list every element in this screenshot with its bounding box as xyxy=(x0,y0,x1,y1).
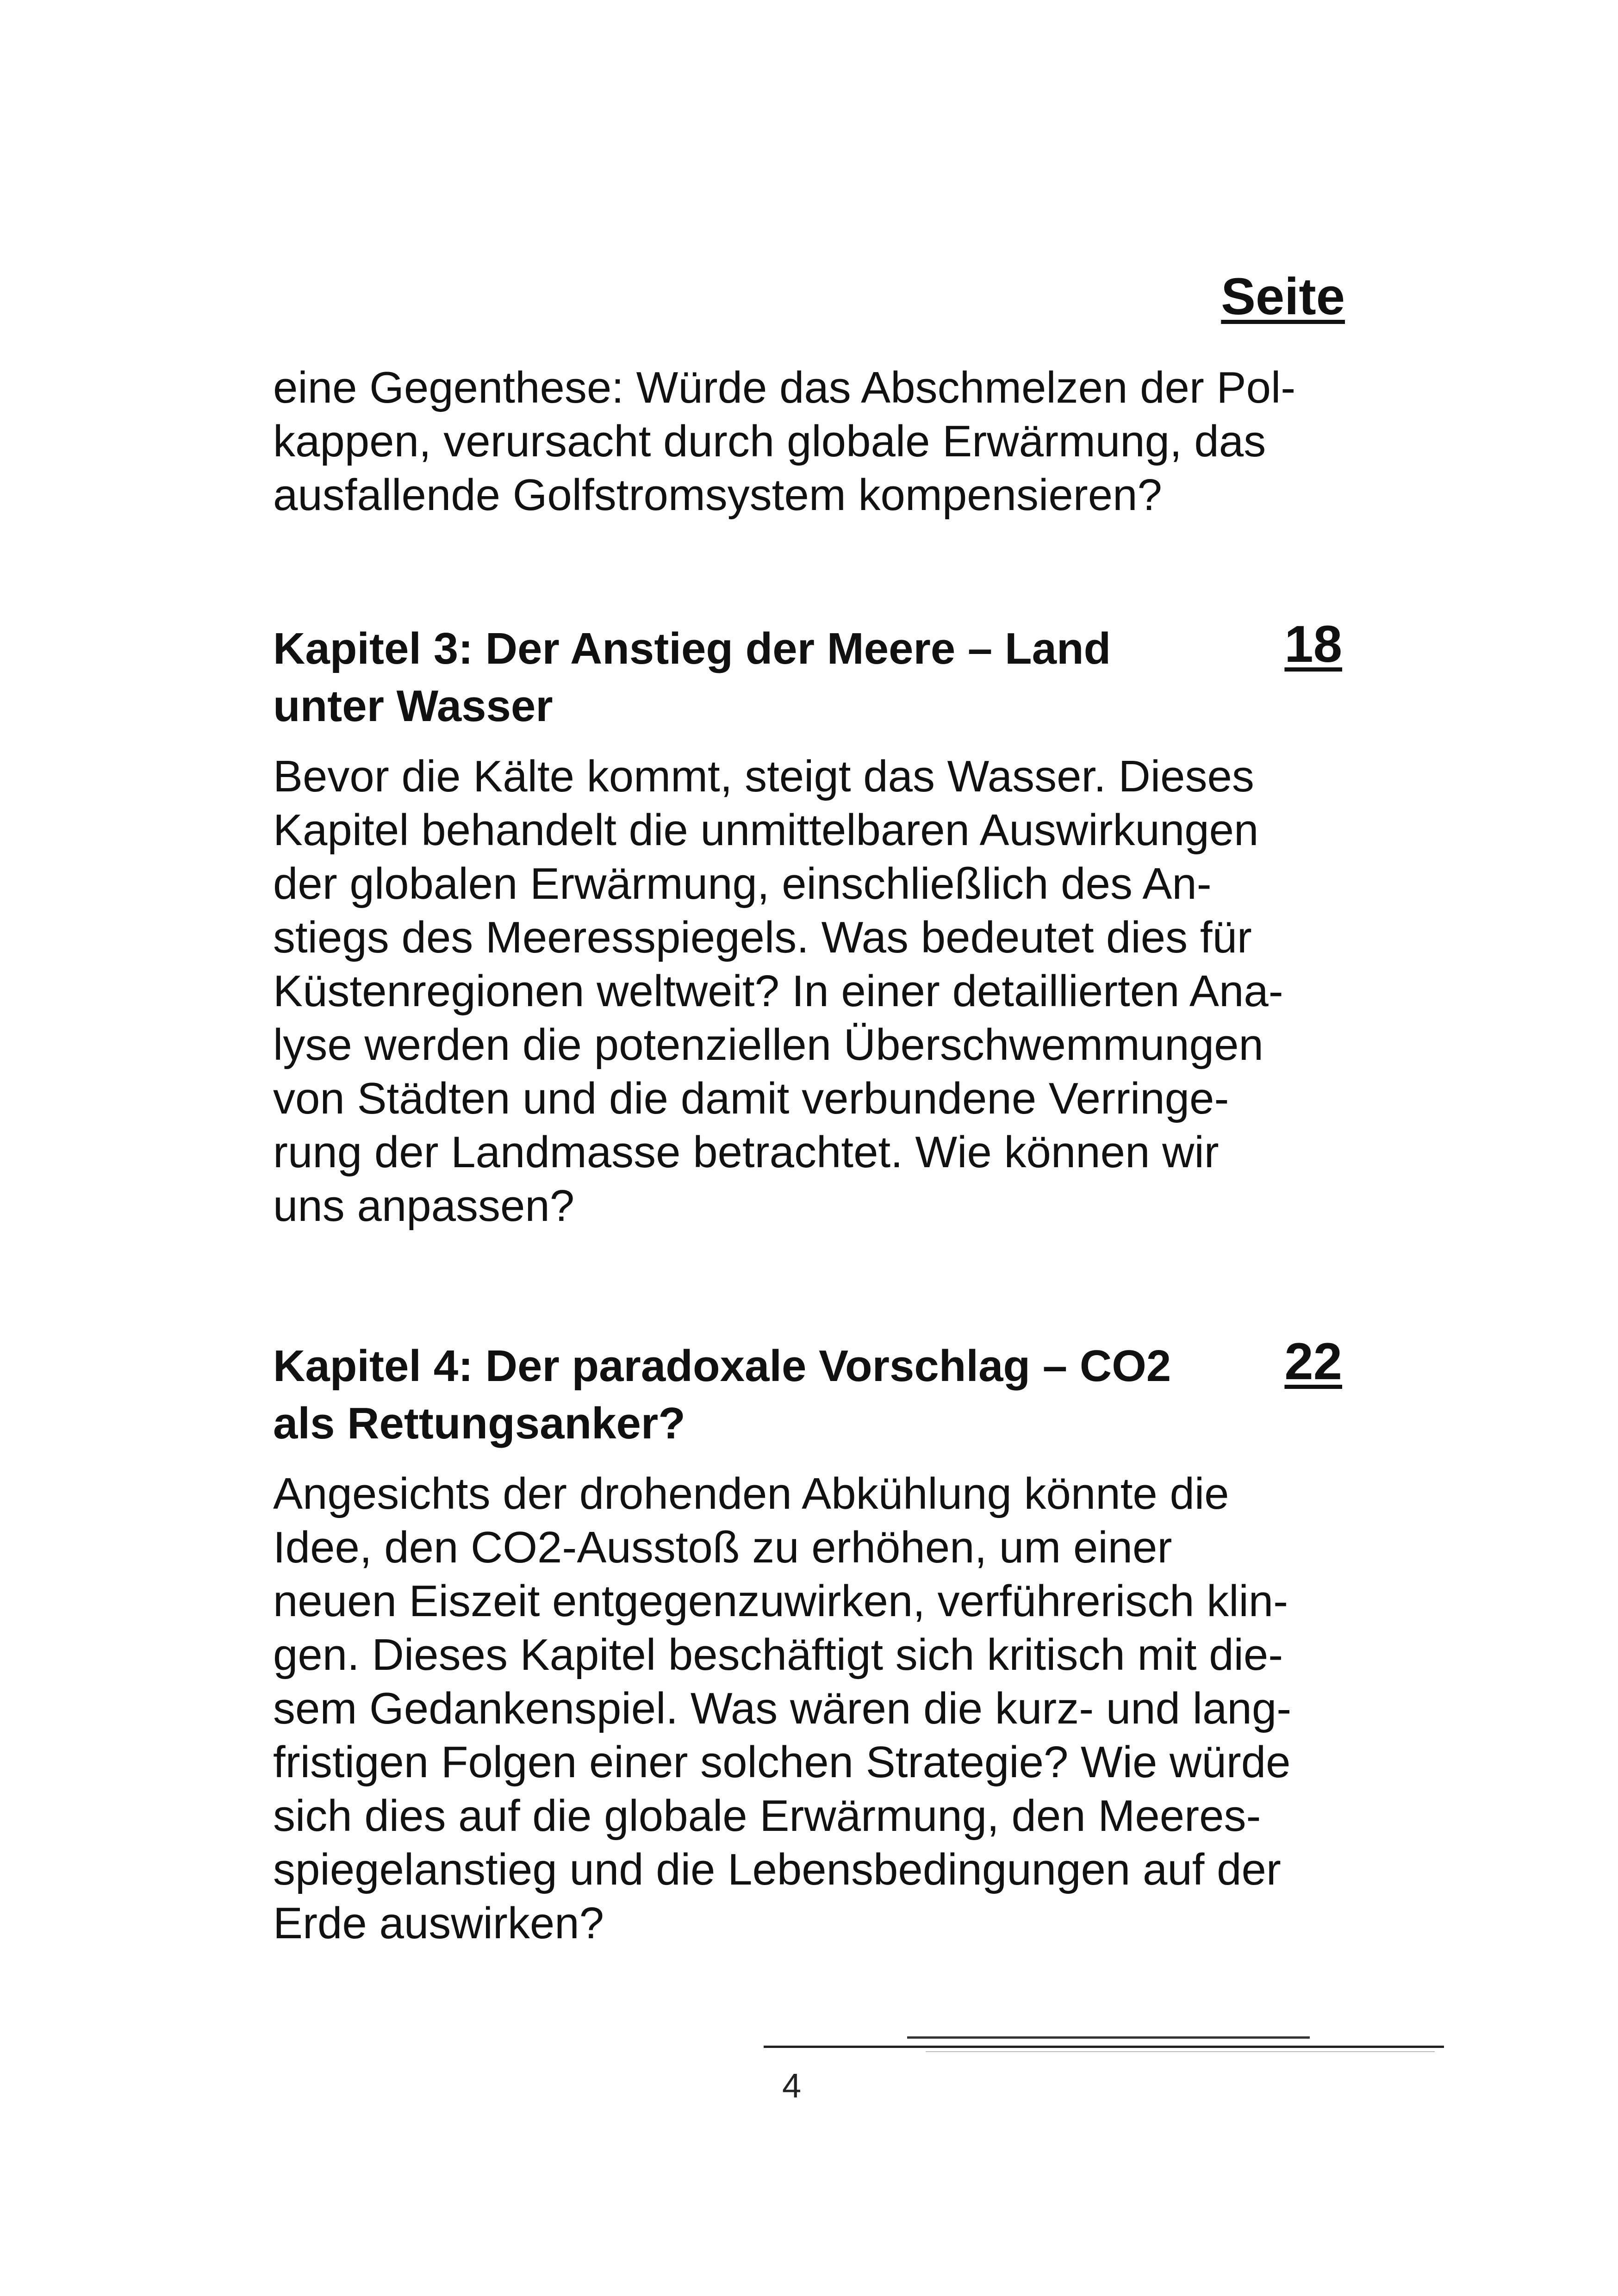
text-line: gen. Dieses Kapitel beschäftigt sich kritisch mit die- xyxy=(273,1630,1283,1680)
text-line: uns anpassen? xyxy=(273,1181,575,1231)
text-line: stiegs des Meeresspiegels. Was bedeutet dies für xyxy=(273,913,1252,962)
text-line: Idee, den CO2-Ausstoß zu erhöhen, um einer xyxy=(273,1523,1172,1572)
text-line: rung der Landmasse betrachtet. Wie können wir xyxy=(273,1127,1219,1177)
text-line: Küstenregionen weltweit? In einer detaillierten Ana- xyxy=(273,966,1283,1016)
text-line: eine Gegenthese: Würde das Abschmelzen der Pol- xyxy=(273,363,1296,412)
text-line: spiegelanstieg und die Lebensbedingungen auf der xyxy=(273,1845,1281,1894)
text-line: Bevor die Kälte kommt, steigt das Wasser. Dieses xyxy=(273,752,1254,801)
footer-divider xyxy=(926,2051,1435,2052)
text-line: der globalen Erwärmung, einschließlich des An- xyxy=(273,859,1212,908)
chapter-3-page-number: 18 xyxy=(1284,615,1342,673)
toc-entry-chapter-3 xyxy=(273,615,1347,735)
chapter-4-page-number: 22 xyxy=(1284,1332,1342,1390)
text-line: fristigen Folgen einer solchen Strategie? Wie würde xyxy=(273,1737,1291,1787)
text-line: Erde auswirken? xyxy=(273,1898,604,1948)
chapter-4-description xyxy=(273,1467,1338,1950)
title-line: Kapitel 3: Der Anstieg der Meere – Land xyxy=(273,624,1111,673)
title-line: Kapitel 4: Der paradoxale Vorschlag – CO2 xyxy=(273,1341,1171,1391)
text-line: Angesichts der drohenden Abkühlung könnte die xyxy=(273,1469,1229,1518)
text-line: Kapitel behandelt die unmittelbaren Auswirkungen xyxy=(273,805,1259,855)
text-line: sich dies auf die globale Erwärmung, den Meeres- xyxy=(273,1791,1261,1841)
page-column-header: Seite xyxy=(1221,268,1345,325)
chapter-4-title xyxy=(273,1338,1245,1452)
text-line: ausfallende Golfstromsystem kompensieren? xyxy=(273,470,1162,520)
text-line: sem Gedankenspiel. Was wären die kurz- und lang- xyxy=(273,1684,1292,1733)
page-number: 4 xyxy=(782,2066,802,2105)
chapter-3-description xyxy=(273,750,1338,1233)
title-line: als Rettungsanker? xyxy=(273,1399,685,1448)
footer-divider xyxy=(907,2036,1310,2039)
text-line: kappen, verursacht durch globale Erwärmung, das xyxy=(273,417,1266,466)
chapter-3-title xyxy=(273,620,1245,735)
text-line: lyse werden die potenziellen Überschwemmungen xyxy=(273,1020,1263,1070)
text-line: von Städten und die damit verbundene Verringe- xyxy=(273,1074,1229,1123)
intro-paragraph xyxy=(273,361,1338,522)
toc-entry-chapter-4 xyxy=(273,1332,1347,1452)
title-line: unter Wasser xyxy=(273,681,553,731)
footer-divider xyxy=(764,2046,1444,2048)
text-line: neuen Eiszeit entgegenzuwirken, verführerisch klin- xyxy=(273,1576,1288,1626)
